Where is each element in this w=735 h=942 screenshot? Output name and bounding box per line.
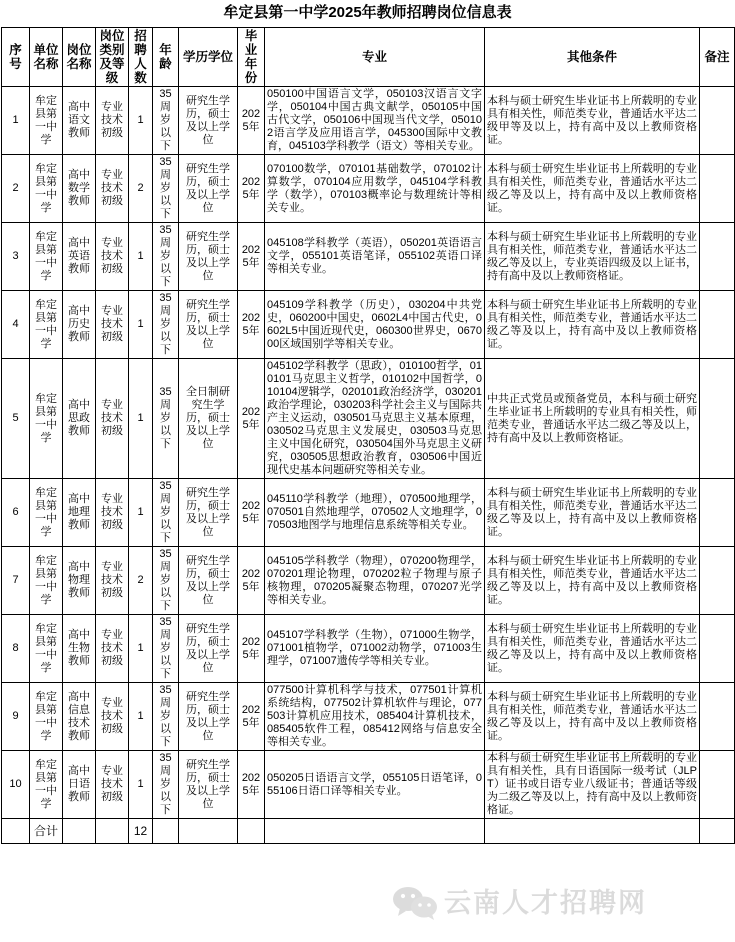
cell-major: 045107学科教学（生物），071000生物学，071001植物学，071002动物学，071003生理学，071007遗传学等相关专业。: [265, 615, 485, 683]
header-recruit-count: [129, 28, 153, 87]
header-recruit-count-label: 招聘人数: [134, 29, 147, 85]
cell-other-conditions: 中共正式党员或预备党员，本科与硕士研究生毕业证书上所载明的专业具有相关性，师范类专业，普通话水平达二级乙等及以上，持有高中及以上教师资格证。: [485, 359, 700, 479]
cell-unit-name: 牟定县第一中学: [30, 155, 63, 223]
cell-other-conditions: 本科与硕士研究生毕业证书上所载明的专业具有相关性，师范类专业，普通话水平达二级乙等及以上，持有高中及以上教师资格证。: [485, 547, 700, 615]
cell-grad-year: 2025年: [238, 751, 265, 819]
total-cell-other-conditions: [485, 819, 700, 844]
cell-other-conditions: 本科与硕士研究生毕业证书上所载明的专业具有相关性，师范类专业，普通话水平达二级乙等及以上，持有高中及以上教师资格证。: [485, 155, 700, 223]
cell-index: 3: [2, 223, 30, 291]
cell-note: [700, 87, 735, 155]
cell-recruit-count: 1: [129, 683, 153, 751]
cell-age: 35周岁以下: [153, 683, 179, 751]
cell-grad-year: 2025年: [238, 87, 265, 155]
cell-post-name: 高中日语教师: [63, 751, 96, 819]
header-post-category: [96, 28, 129, 87]
cell-recruit-count: 1: [129, 87, 153, 155]
table-header: [2, 28, 735, 87]
cell-index: 5: [2, 359, 30, 479]
cell-post-name: 高中物理教师: [63, 547, 96, 615]
total-cell-post-name: [63, 819, 96, 844]
cell-education: 研究生学历，硕士及以上学位: [179, 291, 238, 359]
cell-unit-name: 牟定县第一中学: [30, 547, 63, 615]
cell-post-name: 高中地理教师: [63, 479, 96, 547]
cell-note: [700, 683, 735, 751]
cell-grad-year: 2025年: [238, 155, 265, 223]
table-row: [2, 615, 735, 683]
cell-other-conditions: 本科与硕士研究生毕业证书上所载明的专业具有相关性，师范类专业，普通话水平达二级乙等及以上，持有高中及以上教师资格证。: [485, 683, 700, 751]
cell-education: 研究生学历，硕士及以上学位: [179, 683, 238, 751]
cell-grad-year: 2025年: [238, 359, 265, 479]
cell-post-category: 专业技术初级: [96, 479, 129, 547]
cell-age: 35周岁以下: [153, 479, 179, 547]
cell-recruit-count: 2: [129, 547, 153, 615]
cell-note: [700, 751, 735, 819]
cell-major: 045105学科教学（物理），070200物理学，070201理论物理，070202粒子物理与原子核物理，070205凝聚态物理，070207光学等相关专业。: [265, 547, 485, 615]
cell-post-category: 专业技术初级: [96, 87, 129, 155]
cell-recruit-count: 2: [129, 155, 153, 223]
total-cell-note: [700, 819, 735, 844]
cell-index: 4: [2, 291, 30, 359]
cell-note: [700, 615, 735, 683]
cell-education: 研究生学历，硕士及以上学位: [179, 479, 238, 547]
header-major: [265, 28, 485, 87]
cell-recruit-count: 1: [129, 359, 153, 479]
cell-recruit-count: 1: [129, 615, 153, 683]
cell-post-category: 专业技术初级: [96, 615, 129, 683]
header-age-label: 年龄: [159, 43, 172, 71]
cell-grad-year: 2025年: [238, 615, 265, 683]
cell-major: 050205日语语言文学，055105日语笔译，055106日语口译等相关专业。: [265, 751, 485, 819]
total-row: [2, 819, 735, 844]
cell-post-category: 专业技术初级: [96, 155, 129, 223]
cell-age: 35周岁以下: [153, 291, 179, 359]
total-cell-age: [153, 819, 179, 844]
cell-education: 研究生学历，硕士及以上学位: [179, 87, 238, 155]
cell-education: 研究生学历，硕士及以上学位: [179, 223, 238, 291]
header-note: [700, 28, 735, 87]
header-row: [2, 28, 735, 87]
cell-note: [700, 223, 735, 291]
cell-unit-name: 牟定县第一中学: [30, 87, 63, 155]
cell-index: 8: [2, 615, 30, 683]
header-major-label: 专业: [361, 50, 387, 64]
cell-age: 35周岁以下: [153, 359, 179, 479]
total-cell-index: [2, 819, 30, 844]
cell-index: 7: [2, 547, 30, 615]
table-row: [2, 751, 735, 819]
cell-post-category: 专业技术初级: [96, 223, 129, 291]
table-row: [2, 547, 735, 615]
cell-other-conditions: 本科与硕士研究生毕业证书上所载明的专业具有相关性，师范类专业，普通话水平达二级乙等及以上，持有高中及以上教师资格证。: [485, 615, 700, 683]
cell-age: 35周岁以下: [153, 547, 179, 615]
cell-index: 1: [2, 87, 30, 155]
cell-other-conditions: 本科与硕士研究生毕业证书上所载明的专业具有相关性，具有日语国际一级考试（JLPT）证书或日语专业八级证书；普通话等级为二级乙等及以上，持有高中及以上教师资格证。: [485, 751, 700, 819]
table-row: [2, 359, 735, 479]
cell-index: 2: [2, 155, 30, 223]
header-post-name-label: 岗位名称: [66, 43, 92, 71]
header-grad-year: [238, 28, 265, 87]
table-row: [2, 87, 735, 155]
cell-recruit-count: 1: [129, 291, 153, 359]
header-education-label: 学历学位: [182, 50, 233, 64]
cell-major: 045102学科教学（思政），010100哲学，010101马克思主义哲学，010102中国哲学，010104逻辑学，020101政治经济学，030201政治学理论，030203科学社会主义与国际共产主义运动，030501马克思主义基本原理，030502马克思主义发展史，030503马克思主义中国化研究，030504国外马克思主义研究，030505思想政治教育，030506中国近现代史基本问题研究等相关专业。: [265, 359, 485, 479]
cell-major: 045110学科教学（地理），070500地理学，070501自然地理学，070502人文地理学，070503地图学与地理信息系统等相关专业。: [265, 479, 485, 547]
cell-age: 35周岁以下: [153, 223, 179, 291]
cell-grad-year: 2025年: [238, 547, 265, 615]
table-row: [2, 223, 735, 291]
cell-major: 077500计算机科学与技术，077501计算机系统结构，077502计算机软件与理论，077503计算机应用技术，085404计算机技术，085405软件工程，085412网络与信息安全等相关专业。: [265, 683, 485, 751]
cell-other-conditions: 本科与硕士研究生毕业证书上所载明的专业具有相关性，师范类专业，普通话水平达二级乙等及以上，持有高中及以上教师资格证。: [485, 479, 700, 547]
header-post-category-label: 岗位类别及等级: [99, 29, 125, 85]
header-index-label: 序号: [9, 43, 22, 71]
cell-unit-name: 牟定县第一中学: [30, 751, 63, 819]
table-row: [2, 683, 735, 751]
cell-unit-name: 牟定县第一中学: [30, 683, 63, 751]
cell-post-category: 专业技术初级: [96, 547, 129, 615]
total-cell-post-category: [96, 819, 129, 844]
site-watermark: [392, 886, 647, 920]
cell-grad-year: 2025年: [238, 683, 265, 751]
cell-education: 研究生学历，硕士及以上学位: [179, 615, 238, 683]
header-grad-year-label: 毕业年份: [244, 29, 258, 85]
cell-education: 全日制研究生学历，硕士及以上学位: [179, 359, 238, 479]
cell-age: 35周岁以下: [153, 615, 179, 683]
header-unit-name: [30, 28, 63, 87]
cell-grad-year: 2025年: [238, 291, 265, 359]
cell-age: 35周岁以下: [153, 155, 179, 223]
cell-note: [700, 291, 735, 359]
cell-grad-year: 2025年: [238, 479, 265, 547]
cell-index: 9: [2, 683, 30, 751]
cell-post-category: 专业技术初级: [96, 683, 129, 751]
cell-unit-name: 牟定县第一中学: [30, 479, 63, 547]
watermark-text: 云南人才招聘网: [444, 888, 647, 918]
cell-unit-name: 牟定县第一中学: [30, 359, 63, 479]
cell-post-name: 高中思政教师: [63, 359, 96, 479]
cell-other-conditions: 本科与硕士研究生毕业证书上所载明的专业具有相关性，师范类专业，普通话水平达二级乙等及以上，持有高中及以上教师资格证。: [485, 291, 700, 359]
cell-post-name: 高中生物教师: [63, 615, 96, 683]
cell-recruit-count: 1: [129, 223, 153, 291]
cell-age: 35周岁以下: [153, 87, 179, 155]
cell-post-category: 专业技术初级: [96, 359, 129, 479]
cell-note: [700, 155, 735, 223]
cell-age: 35周岁以下: [153, 751, 179, 819]
table-body: [2, 87, 735, 844]
cell-note: [700, 359, 735, 479]
header-note-label: 备注: [704, 50, 730, 64]
cell-note: [700, 547, 735, 615]
cell-education: 研究生学历，硕士及以上学位: [179, 751, 238, 819]
cell-post-name: 高中信息技术教师: [63, 683, 96, 751]
header-unit-name-label: 单位名称: [33, 43, 59, 71]
total-cell-education: [179, 819, 238, 844]
cell-major: 050100中国语言文学，050103汉语言文字学，050104中国古典文献学，050105中国古代文学，050106中国现当代文学，050102语言学及应用语言学，045300国际中文教育，045103学科教学（语文）等相关专业。: [265, 87, 485, 155]
recruitment-table: [1, 27, 735, 844]
cell-unit-name: 牟定县第一中学: [30, 223, 63, 291]
cell-post-name: 高中英语教师: [63, 223, 96, 291]
table-row: [2, 155, 735, 223]
cell-recruit-count: 1: [129, 751, 153, 819]
header-other-conditions: [485, 28, 700, 87]
page-title: 牟定县第一中学2025年教师招聘岗位信息表: [223, 4, 512, 21]
cell-major: 070100数学，070101基础数学，070102计算数学，070104应用数学，045104学科教学（数学），070103概率论与数理统计等相关专业。: [265, 155, 485, 223]
total-label: 合计: [30, 819, 63, 844]
cell-other-conditions: 本科与硕士研究生毕业证书上所载明的专业具有相关性，师范类专业，普通话水平达二级乙等及以上，专业英语四级及以上证书，持有高中及以上教师资格证。: [485, 223, 700, 291]
total-cell-major: [265, 819, 485, 844]
cell-unit-name: 牟定县第一中学: [30, 291, 63, 359]
header-post-name: [63, 28, 96, 87]
cell-recruit-count: 1: [129, 479, 153, 547]
cell-post-category: 专业技术初级: [96, 291, 129, 359]
cell-index: 10: [2, 751, 30, 819]
header-other-conditions-label: 其他条件: [566, 50, 617, 64]
total-cell-grad-year: [238, 819, 265, 844]
cell-post-name: 高中历史教师: [63, 291, 96, 359]
total-count: 12: [129, 819, 153, 844]
cell-post-name: 高中数学教师: [63, 155, 96, 223]
header-education: [179, 28, 238, 87]
cell-major: 045108学科教学（英语），050201英语语言文学，055101英语笔译，055102英语口译等相关专业。: [265, 223, 485, 291]
wechat-icon: [392, 886, 438, 920]
cell-unit-name: 牟定县第一中学: [30, 615, 63, 683]
cell-major: 045109学科教学（历史），030204中共党史，060200中国史，0602L4中国古代史，0602L5中国近现代史，060300世界史，067000区域国别学等相关专业。: [265, 291, 485, 359]
cell-note: [700, 479, 735, 547]
cell-education: 研究生学历，硕士及以上学位: [179, 155, 238, 223]
cell-education: 研究生学历，硕士及以上学位: [179, 547, 238, 615]
cell-post-name: 高中语文教师: [63, 87, 96, 155]
table-row: [2, 291, 735, 359]
cell-post-category: 专业技术初级: [96, 751, 129, 819]
cell-grad-year: 2025年: [238, 223, 265, 291]
table-row: [2, 479, 735, 547]
header-age: [153, 28, 179, 87]
header-index: [2, 28, 30, 87]
cell-other-conditions: 本科与硕士研究生毕业证书上所载明的专业具有相关性，师范类专业，普通话水平达二级甲等及以上，持有高中及以上教师资格证。: [485, 87, 700, 155]
cell-index: 6: [2, 479, 30, 547]
